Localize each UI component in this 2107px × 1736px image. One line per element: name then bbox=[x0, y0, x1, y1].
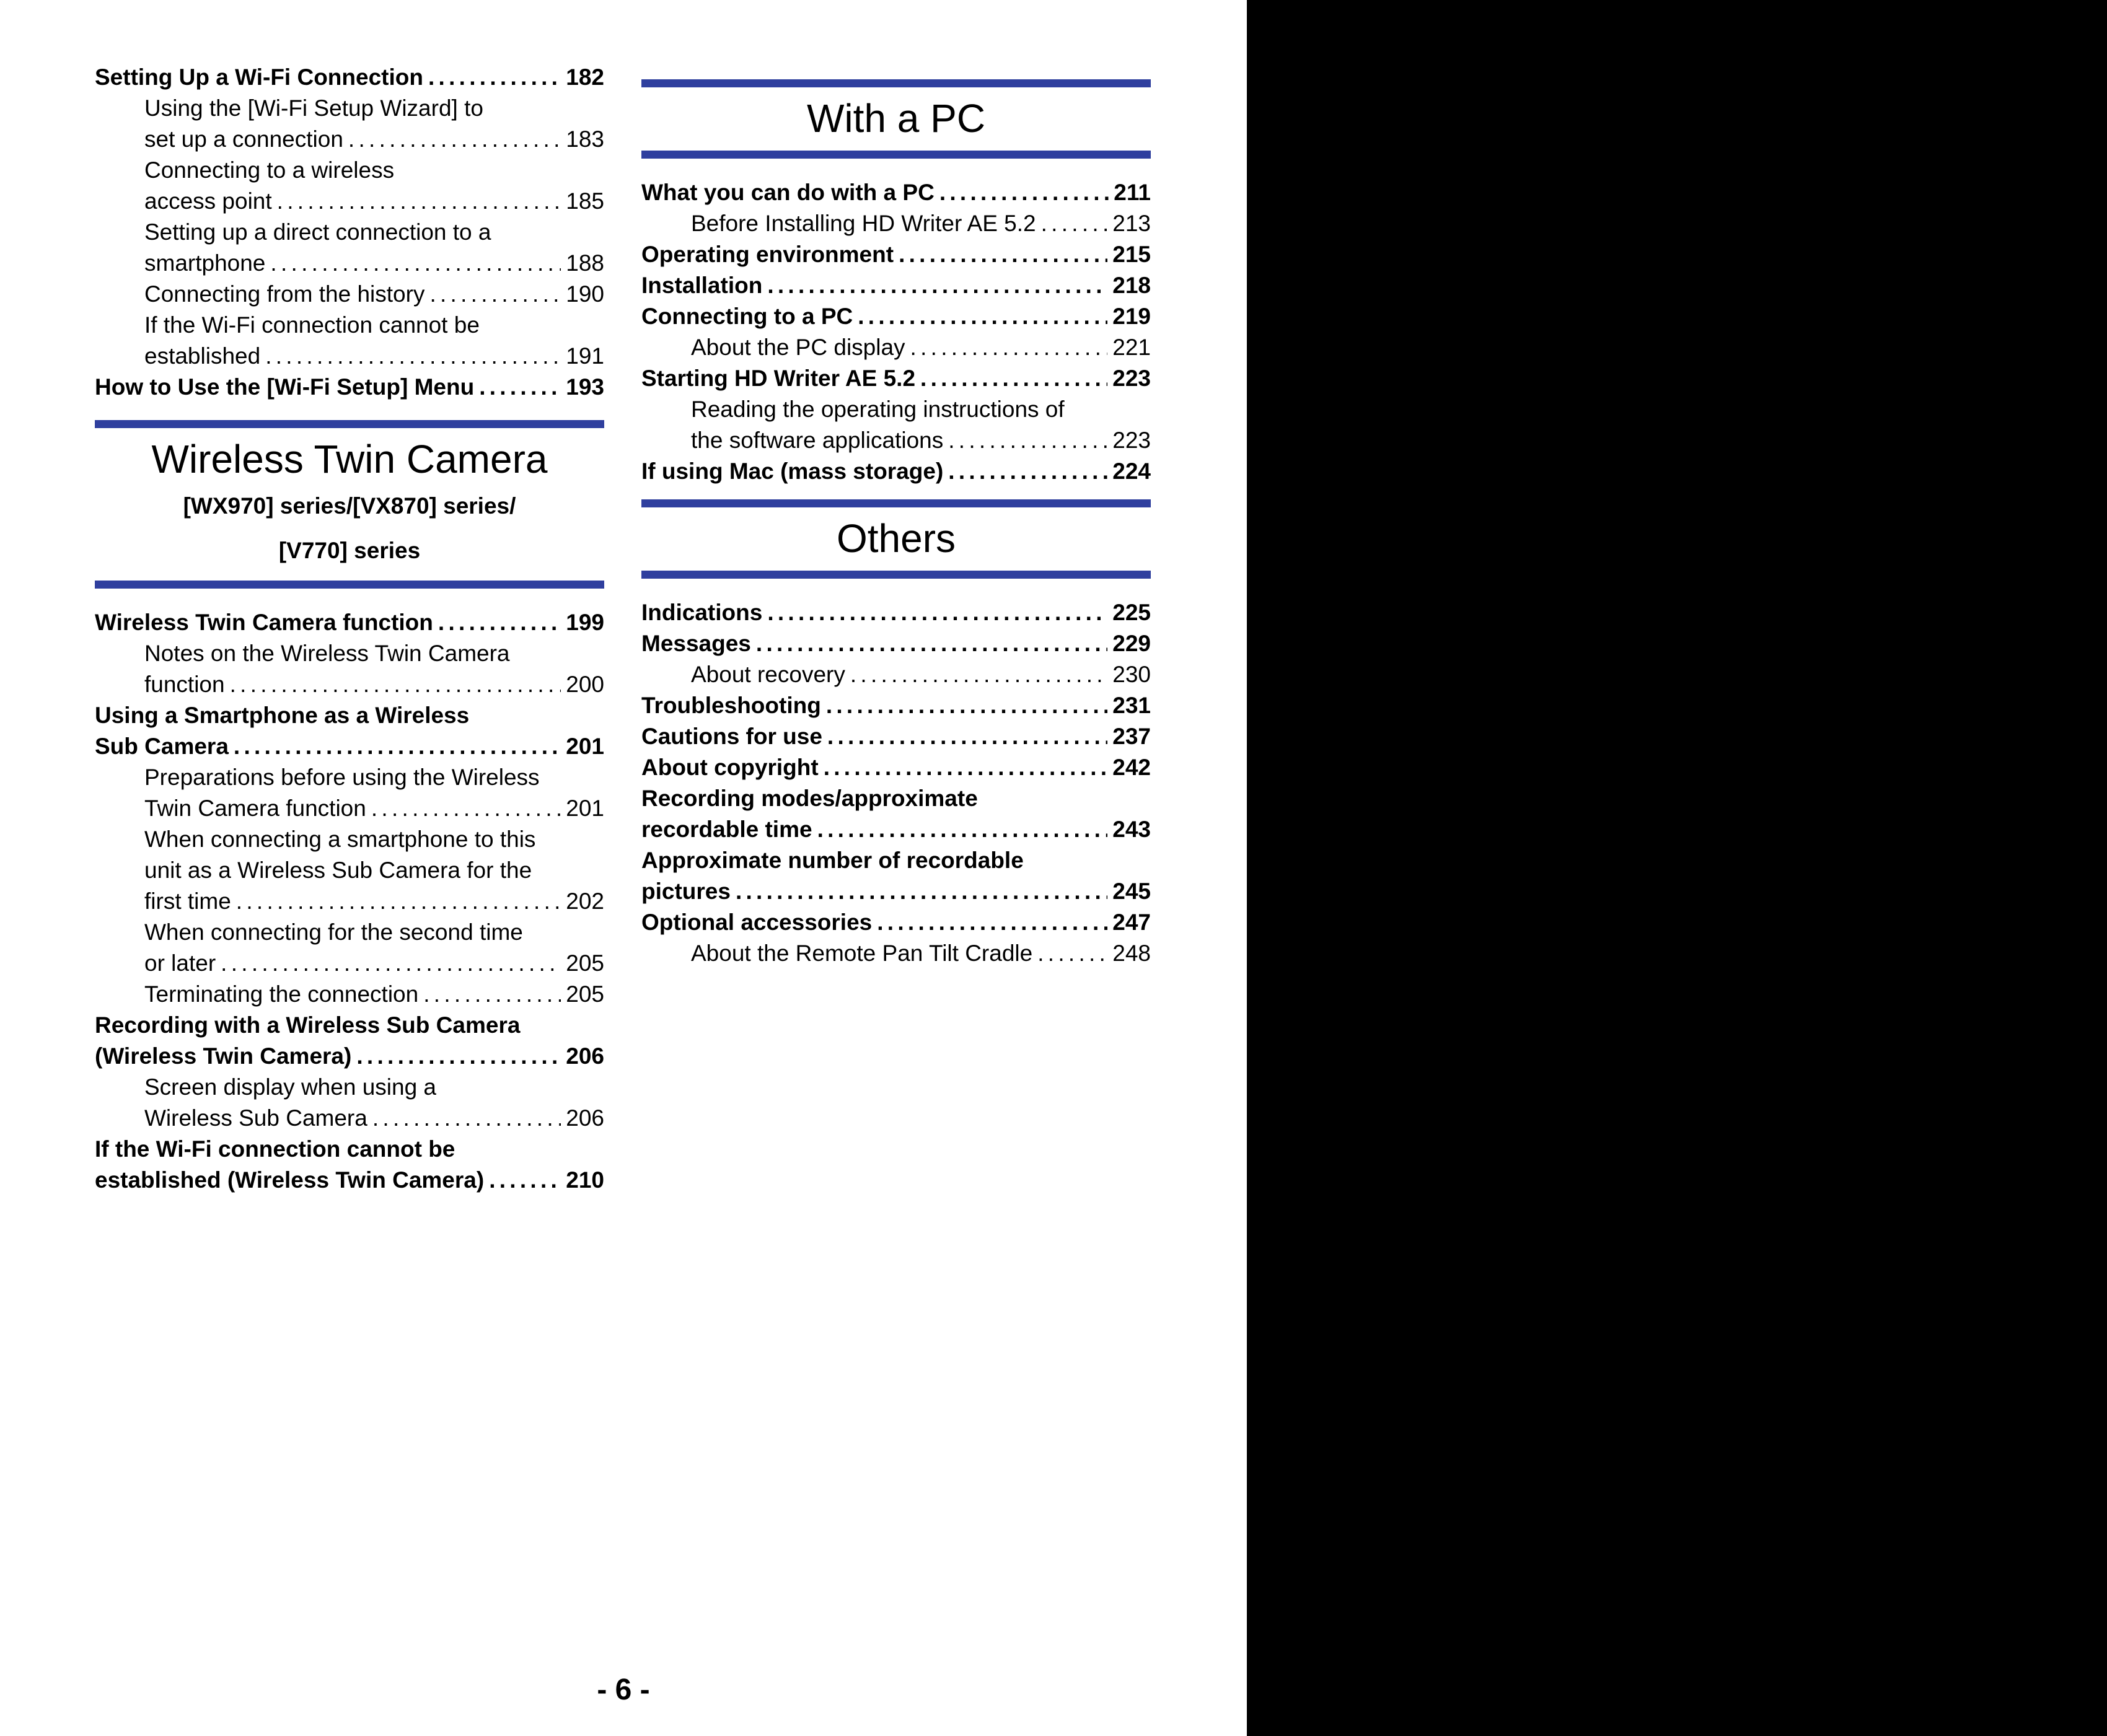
page-number: - 6 - bbox=[597, 1673, 650, 1706]
toc-page-number: 202 bbox=[566, 888, 604, 914]
dot-leader bbox=[920, 363, 1107, 394]
toc-entry-text: or later bbox=[144, 950, 216, 976]
dot-leader bbox=[858, 301, 1107, 332]
toc-entry-text: Using the [Wi-Fi Setup Wizard] to bbox=[144, 95, 483, 121]
toc-entry-text: Screen display when using a bbox=[144, 1074, 437, 1100]
toc-entry[interactable] bbox=[641, 239, 1151, 270]
section-header-wireless-twin-camera bbox=[95, 420, 604, 589]
toc-entry-text: established bbox=[144, 343, 261, 369]
toc-page-number: 231 bbox=[1112, 693, 1151, 718]
dot-leader bbox=[850, 659, 1107, 690]
dot-leader bbox=[827, 721, 1107, 752]
toc-page-number: 185 bbox=[566, 188, 604, 214]
toc-page-number: 183 bbox=[566, 126, 604, 152]
toc-entry-text: About the PC display bbox=[691, 335, 905, 360]
toc-page-number: 201 bbox=[566, 796, 604, 821]
toc-page-number: 210 bbox=[566, 1167, 604, 1193]
section-header-with-a-pc bbox=[641, 79, 1151, 159]
dot-leader bbox=[270, 248, 561, 279]
dot-leader bbox=[817, 814, 1108, 845]
toc-left-column bbox=[95, 62, 604, 1196]
toc-list-with-a-pc bbox=[641, 177, 1151, 487]
dot-leader bbox=[236, 886, 561, 917]
toc-entry-text: Using a Smartphone as a Wireless bbox=[95, 703, 470, 728]
toc-right-column bbox=[641, 62, 1151, 969]
toc-entry-text: Installation bbox=[641, 273, 763, 298]
toc-subentry[interactable] bbox=[641, 332, 1151, 363]
dot-leader bbox=[948, 425, 1107, 456]
toc-entry-text: Reading the operating instructions of bbox=[691, 397, 1065, 422]
toc-page-number: 205 bbox=[566, 950, 604, 976]
dot-leader bbox=[371, 793, 561, 824]
dot-leader bbox=[877, 907, 1107, 938]
toc-page-number: 230 bbox=[1112, 662, 1151, 687]
toc-page-number: 225 bbox=[1112, 600, 1151, 625]
toc-page-number: 215 bbox=[1112, 242, 1151, 267]
toc-entry[interactable] bbox=[641, 752, 1151, 783]
toc-page-number: 218 bbox=[1112, 273, 1151, 298]
dot-leader bbox=[489, 1165, 561, 1196]
dot-leader bbox=[1037, 938, 1107, 969]
dot-leader bbox=[767, 270, 1107, 301]
dot-leader bbox=[1041, 208, 1108, 239]
toc-subentry[interactable] bbox=[95, 917, 604, 979]
toc-page-number: 193 bbox=[566, 374, 604, 400]
toc-subentry[interactable] bbox=[95, 279, 604, 310]
toc-subentry[interactable] bbox=[641, 659, 1151, 690]
toc-page-number: 200 bbox=[566, 672, 604, 697]
toc-entry[interactable] bbox=[95, 372, 604, 403]
toc-entry-text: Sub Camera bbox=[95, 734, 229, 759]
toc-entry-text: Preparations before using the Wireless bbox=[144, 765, 540, 790]
toc-entry-text: Approximate number of recordable bbox=[641, 848, 1024, 873]
toc-entry-text: Terminating the connection bbox=[144, 981, 419, 1007]
toc-list-wireless-twin-camera bbox=[95, 607, 604, 1196]
toc-subentry[interactable] bbox=[95, 979, 604, 1010]
toc-page-number: 229 bbox=[1112, 631, 1151, 656]
toc-page-number: 243 bbox=[1112, 817, 1151, 842]
toc-page-number: 223 bbox=[1112, 427, 1151, 453]
dot-leader bbox=[356, 1041, 561, 1072]
toc-entry-text: Wireless Sub Camera bbox=[144, 1105, 367, 1131]
toc-entry-text: Wireless Twin Camera function bbox=[95, 610, 433, 635]
dot-leader bbox=[221, 948, 561, 979]
toc-entry-text: Operating environment bbox=[641, 242, 894, 267]
toc-page-number: 237 bbox=[1112, 724, 1151, 749]
dot-leader bbox=[910, 332, 1108, 363]
toc-entry[interactable] bbox=[641, 690, 1151, 721]
dot-leader bbox=[348, 124, 561, 155]
toc-entry-text: When connecting for the second time bbox=[144, 919, 523, 945]
toc-page-number: 213 bbox=[1112, 211, 1151, 236]
toc-subentry[interactable] bbox=[641, 394, 1151, 456]
toc-entry[interactable] bbox=[95, 700, 604, 762]
toc-entry-text: function bbox=[144, 672, 225, 697]
toc-page-number: 190 bbox=[566, 281, 604, 307]
toc-entry-text: Optional accessories bbox=[641, 910, 873, 935]
toc-entry[interactable] bbox=[641, 456, 1151, 487]
dot-leader bbox=[234, 731, 561, 762]
toc-subentry[interactable] bbox=[95, 762, 604, 824]
toc-entry-text: If the Wi-Fi connection cannot be bbox=[144, 312, 480, 338]
toc-entry-text: Before Installing HD Writer AE 5.2 bbox=[691, 211, 1036, 236]
toc-entry-text: first time bbox=[144, 888, 231, 914]
section-title: Others bbox=[836, 516, 956, 561]
dot-leader bbox=[429, 279, 561, 310]
toc-entry[interactable] bbox=[95, 607, 604, 638]
dot-leader bbox=[948, 456, 1107, 487]
toc-entry-text: established (Wireless Twin Camera) bbox=[95, 1167, 485, 1193]
dot-leader bbox=[736, 876, 1107, 907]
toc-subentry[interactable] bbox=[641, 208, 1151, 239]
toc-entry-text: Starting HD Writer AE 5.2 bbox=[641, 366, 916, 391]
section-header-others bbox=[641, 499, 1151, 579]
toc-entry-text: pictures bbox=[641, 879, 731, 904]
toc-entry[interactable] bbox=[95, 1010, 604, 1072]
toc-page-number: 191 bbox=[566, 343, 604, 369]
dot-leader bbox=[265, 341, 561, 372]
section-title: Wireless Twin Camera bbox=[151, 437, 548, 481]
toc-entry-text: How to Use the [Wi-Fi Setup] Menu bbox=[95, 374, 475, 400]
toc-subentry[interactable] bbox=[95, 217, 604, 279]
toc-entry-text: Setting Up a Wi-Fi Connection bbox=[95, 64, 423, 90]
section-title: With a PC bbox=[806, 96, 986, 141]
toc-entry[interactable] bbox=[95, 62, 604, 93]
toc-entry[interactable] bbox=[641, 783, 1151, 845]
toc-entry[interactable] bbox=[641, 597, 1151, 628]
toc-entry-text: the software applications bbox=[691, 427, 944, 453]
toc-entry-text: Indications bbox=[641, 600, 763, 625]
dot-leader bbox=[939, 177, 1109, 208]
toc-page-number: 245 bbox=[1112, 879, 1151, 904]
toc-page-number: 182 bbox=[566, 64, 604, 90]
section-subtitle-line-2: [V770] series bbox=[278, 538, 421, 563]
toc-entry[interactable] bbox=[641, 270, 1151, 301]
toc-subentry[interactable] bbox=[95, 1072, 604, 1134]
toc-entry-text: Messages bbox=[641, 631, 751, 656]
toc-entry[interactable] bbox=[95, 1134, 604, 1196]
toc-entry-text: Recording with a Wireless Sub Camera bbox=[95, 1012, 521, 1038]
toc-page-number: 206 bbox=[566, 1043, 604, 1069]
toc-list-wifi bbox=[95, 62, 604, 403]
toc-page-number: 242 bbox=[1112, 755, 1151, 780]
toc-subentry[interactable] bbox=[641, 938, 1151, 969]
toc-entry[interactable] bbox=[641, 845, 1151, 907]
toc-entry-text: Connecting from the history bbox=[144, 281, 425, 307]
dot-leader bbox=[826, 690, 1107, 721]
toc-page-number: 221 bbox=[1112, 335, 1151, 360]
toc-entry-text: What you can do with a PC bbox=[641, 180, 935, 205]
toc-entry-text: If the Wi-Fi connection cannot be bbox=[95, 1136, 455, 1162]
toc-entry-text: Cautions for use bbox=[641, 724, 822, 749]
toc-page-number: 206 bbox=[566, 1105, 604, 1131]
toc-entry-text: smartphone bbox=[144, 250, 266, 276]
toc-entry-text: unit as a Wireless Sub Camera for the bbox=[144, 857, 532, 883]
toc-entry[interactable] bbox=[641, 721, 1151, 752]
toc-entry-text: About recovery bbox=[691, 662, 845, 687]
toc-page-number: 211 bbox=[1114, 180, 1151, 205]
toc-page-number: 224 bbox=[1112, 458, 1151, 484]
dot-leader bbox=[756, 628, 1107, 659]
toc-entry[interactable] bbox=[641, 301, 1151, 332]
section-subtitle-line-1: [WX970] series/[VX870] series/ bbox=[183, 493, 516, 519]
toc-entry-text: (Wireless Twin Camera) bbox=[95, 1043, 352, 1069]
toc-page-number: 188 bbox=[566, 250, 604, 276]
toc-entry[interactable] bbox=[641, 628, 1151, 659]
toc-entry-text: Twin Camera function bbox=[144, 796, 366, 821]
dot-leader bbox=[372, 1103, 561, 1134]
toc-entry-text: set up a connection bbox=[144, 126, 343, 152]
dot-leader bbox=[824, 752, 1108, 783]
toc-subentry[interactable] bbox=[95, 310, 604, 372]
toc-subentry[interactable] bbox=[95, 93, 604, 155]
toc-page-number: 219 bbox=[1112, 304, 1151, 329]
dot-leader bbox=[423, 979, 561, 1010]
toc-entry-text: When connecting a smartphone to this bbox=[144, 826, 536, 852]
toc-subentry[interactable] bbox=[95, 638, 604, 700]
toc-entry-text: Connecting to a PC bbox=[641, 304, 853, 329]
toc-list-others bbox=[641, 597, 1151, 969]
toc-page-number: 199 bbox=[566, 610, 604, 635]
toc-page-number: 205 bbox=[566, 981, 604, 1007]
toc-entry-text: access point bbox=[144, 188, 272, 214]
toc-entry-text: About copyright bbox=[641, 755, 819, 780]
dot-leader bbox=[230, 669, 561, 700]
toc-entry-text: If using Mac (mass storage) bbox=[641, 458, 944, 484]
dot-leader bbox=[767, 597, 1107, 628]
toc-entry-text: Notes on the Wireless Twin Camera bbox=[144, 641, 510, 666]
toc-entry-text: Recording modes/approximate bbox=[641, 786, 978, 811]
toc-page-number: 247 bbox=[1112, 910, 1151, 935]
toc-page-number: 201 bbox=[566, 734, 604, 759]
toc-subentry[interactable] bbox=[95, 824, 604, 917]
toc-entry-text: recordable time bbox=[641, 817, 812, 842]
dot-leader bbox=[438, 607, 561, 638]
toc-subentry[interactable] bbox=[95, 155, 604, 217]
toc-entry-text: Connecting to a wireless bbox=[144, 157, 395, 183]
dot-leader bbox=[479, 372, 561, 403]
toc-page-number: 223 bbox=[1112, 366, 1151, 391]
toc-entry-text: Troubleshooting bbox=[641, 693, 821, 718]
toc-page-number: 248 bbox=[1112, 940, 1151, 966]
toc-entry[interactable] bbox=[641, 177, 1151, 208]
toc-entry[interactable] bbox=[641, 907, 1151, 938]
dot-leader bbox=[899, 239, 1107, 270]
toc-entry-text: About the Remote Pan Tilt Cradle bbox=[691, 940, 1033, 966]
toc-entry[interactable] bbox=[641, 363, 1151, 394]
dot-leader bbox=[277, 186, 561, 217]
toc-entry-text: Setting up a direct connection to a bbox=[144, 219, 491, 245]
dot-leader bbox=[428, 62, 561, 93]
